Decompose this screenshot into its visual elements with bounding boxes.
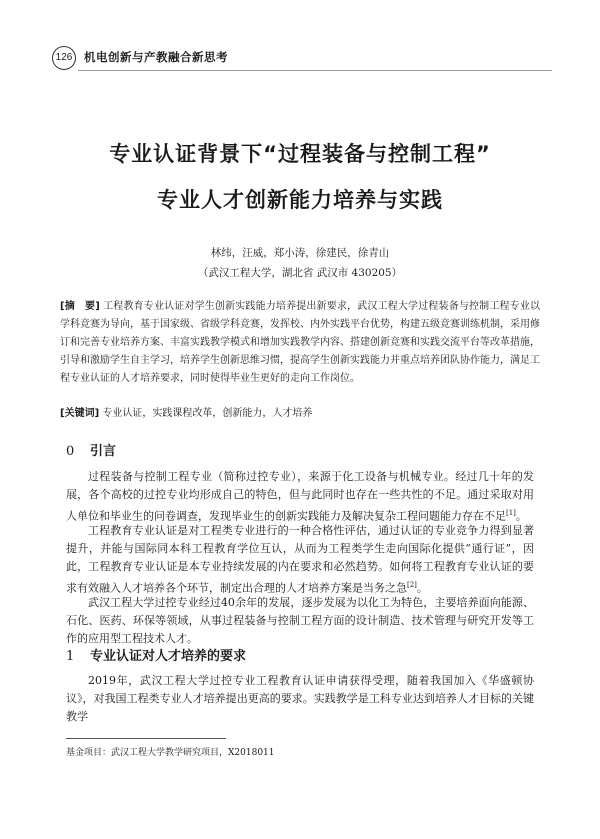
section-title: 引言 [90,444,117,459]
section-number: 1 [66,649,75,664]
abstract [60,298,540,388]
body-paragraph: 2019年，武汉工程大学过控专业工程教育认证申请获得受理，随着我国加入《华盛顿协议》，对我国工程类专业人才培养提出更高的要求。实践教学是工科专业达到培养人才目标的关键教学 [66,674,534,723]
abstract-label: [摘 要] [60,301,100,312]
header-rule [78,70,552,71]
section-number: 0 [66,444,75,459]
section-title: 专业认证对人才培养的要求 [90,649,247,664]
citation-ref: [2] [407,581,417,589]
paragraph-text: 过程装备与控制工程专业（简称过控专业），来源于化工设备与机械专业。经过几十年的发展，各个高校的过控专业均形成自己的特色，但与此同时也存在一些共性的不足。通过采取对用人单位和毕业生的问卷调查，发现毕业生的创新实践能力及解决复杂工程问题能力存在不足 [66,470,534,523]
paragraph-end: 。 [515,509,527,523]
page-number: 126 [52,46,76,70]
keywords [60,405,540,423]
keywords-text: 专业认证，实践课程改革，创新能力，人才培养 [102,408,313,419]
author-names: 林纬，汪威，郑小涛，徐建民，徐青山 [210,247,390,259]
author-affiliation: （武汉工程大学，湖北省 武汉市 430205） [197,267,403,279]
citation-ref: [1] [506,509,516,517]
footnote: 基金项目：武汉工程大学教学研究项目，X2018011 [66,748,275,758]
paragraph-text: 工程教育专业认证是对工程类专业进行的一种合格性评估，通过认证的专业竞争力得到显著提升，并能与国际同本科工程教育学位互认，从而为工程类学生走向国际化提供“通行证”，因此，工程教育专业认证是本专业持续发展的内在要求和必然趋势。如何将工程教育专业认证的要求有效融入人才培养各个环节，制定出合理的人才培养方案是当务之急 [66,524,534,595]
section-heading-intro [66,440,116,459]
running-title: 机电创新与产教融合新思考 [84,50,228,64]
body-paragraph [66,522,534,598]
body-paragraph [66,468,534,526]
abstract-text: 工程教育专业认证对学生创新实践能力培养提出新要求，武汉工程大学过程装备与控制工程专业以学科竞赛为导向，基于国家级、省级学科竞赛，发挥校、内外实践平台优势，构建五级竞赛训练机制，采用修订和完善专业培养方案、丰富实践教学模式和增加实践教学内容、搭建创新竞赛和实践交流平台等改革措施，引导和激励学生自主学习，培养学生创新思维习惯，提高学生创新实践能力并重点培养团队协作能力，满足工程专业认证的人才培养要求，同时使得毕业生更好的走向工作岗位。 [60,301,540,384]
footnote-rule [66,738,226,739]
keywords-label: [关键词] [60,408,100,419]
paper-title-line-1: 专业认证背景下“过程装备与控制工程” [109,142,491,166]
paper-title-line-2: 专业人才创新能力培养与实践 [157,188,443,212]
paragraph-end: 。 [416,581,428,595]
section-heading-requirements [66,645,246,664]
page-header [52,44,552,70]
body-paragraph: 武汉工程大学过控专业经过40余年的发展，逐步发展为以化工为特色，主要培养面向能源、石化、医药、环保等领域，从事过程装备与控制工程方面的设计制造、技术管理与研究开发等工作的应用型工程技术人才。 [66,596,534,645]
